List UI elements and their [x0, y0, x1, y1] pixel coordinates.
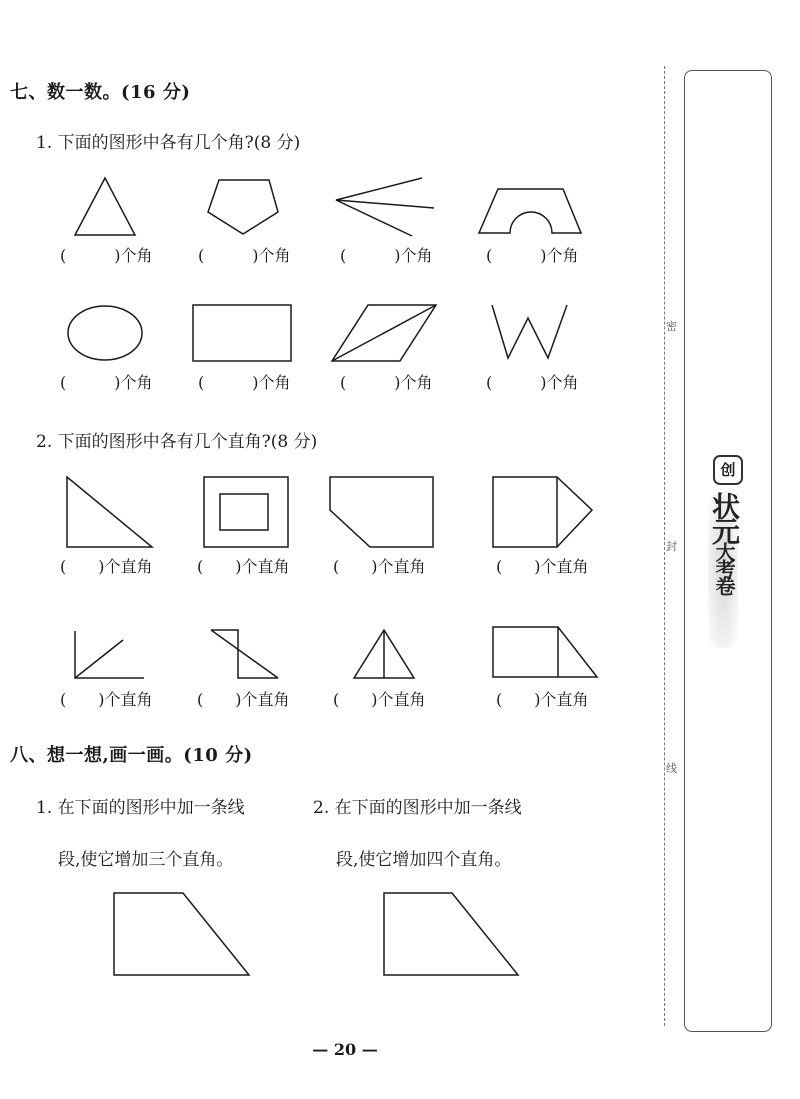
answer-blank[interactable]: ( )个直角	[496, 557, 589, 576]
question-8-1-line1: 1. 在下面的图形中加一条线	[36, 798, 245, 818]
answer-blank[interactable]: ( )个角	[60, 246, 153, 265]
binding-line	[664, 66, 665, 1026]
figure-trapezoid-1[interactable]	[108, 888, 258, 983]
figure-arch	[475, 180, 590, 240]
figure-cut-corner-rectangle	[325, 472, 440, 552]
figure-angle-with-ray	[68, 625, 153, 685]
seal-mark: 封	[666, 540, 677, 553]
answer-blank[interactable]: ( )个直角	[60, 690, 153, 709]
figure-ellipse	[60, 300, 150, 370]
brand-name-main: 状元	[708, 492, 741, 542]
answer-blank[interactable]: ( )个角	[198, 246, 291, 265]
figure-three-rays	[330, 172, 440, 242]
figure-trapezoid-2[interactable]	[378, 888, 528, 983]
figure-nested-rectangles	[198, 472, 298, 552]
answer-blank[interactable]: ( )个角	[486, 246, 579, 265]
answer-blank[interactable]: ( )个角	[486, 373, 579, 392]
seal-mark: 线	[666, 762, 677, 775]
figure-rectangle	[188, 300, 298, 370]
answer-blank[interactable]: ( )个直角	[333, 690, 426, 709]
page-number: — 20 —	[312, 1040, 378, 1059]
answer-blank[interactable]: ( )个直角	[333, 557, 426, 576]
answer-blank[interactable]: ( )个角	[198, 373, 291, 392]
answer-blank[interactable]: ( )个直角	[60, 557, 153, 576]
answer-blank[interactable]: ( )个角	[60, 373, 153, 392]
figure-triangle-with-altitude	[348, 625, 428, 685]
figure-rectangle-with-triangle	[488, 622, 603, 684]
brand-name-small: 大考卷	[712, 542, 736, 593]
question-7-2-title: 2. 下面的图形中各有几个直角?(8 分)	[36, 432, 318, 452]
section-8-title: 八、想一想,画一画。(10 分)	[10, 745, 253, 766]
seal-mark: 密	[666, 320, 677, 333]
figure-house-pentagon	[488, 472, 598, 552]
answer-blank[interactable]: ( )个直角	[496, 690, 589, 709]
answer-blank[interactable]: ( )个直角	[197, 690, 290, 709]
figure-z-shape	[205, 625, 285, 685]
answer-blank[interactable]: ( )个角	[340, 246, 433, 265]
question-7-1-title: 1. 下面的图形中各有几个角?(8 分)	[36, 133, 301, 153]
answer-blank[interactable]: ( )个直角	[197, 557, 290, 576]
figure-w-shape	[486, 300, 576, 370]
brand-name	[700, 492, 744, 593]
question-8-1-line2: 段,使它增加三个直角。	[58, 850, 234, 870]
figure-triangle	[60, 172, 150, 242]
section-7-title: 七、数一数。(16 分)	[10, 82, 191, 103]
answer-blank[interactable]: ( )个角	[340, 373, 433, 392]
figure-pentagon	[200, 172, 290, 242]
question-8-2-line2: 段,使它增加四个直角。	[336, 850, 512, 870]
question-8-2-line1: 2. 在下面的图形中加一条线	[313, 798, 522, 818]
figure-parallelogram-with-diagonal	[328, 300, 443, 370]
brand-logo-icon: 创	[713, 455, 743, 485]
figure-right-triangle	[60, 472, 160, 552]
